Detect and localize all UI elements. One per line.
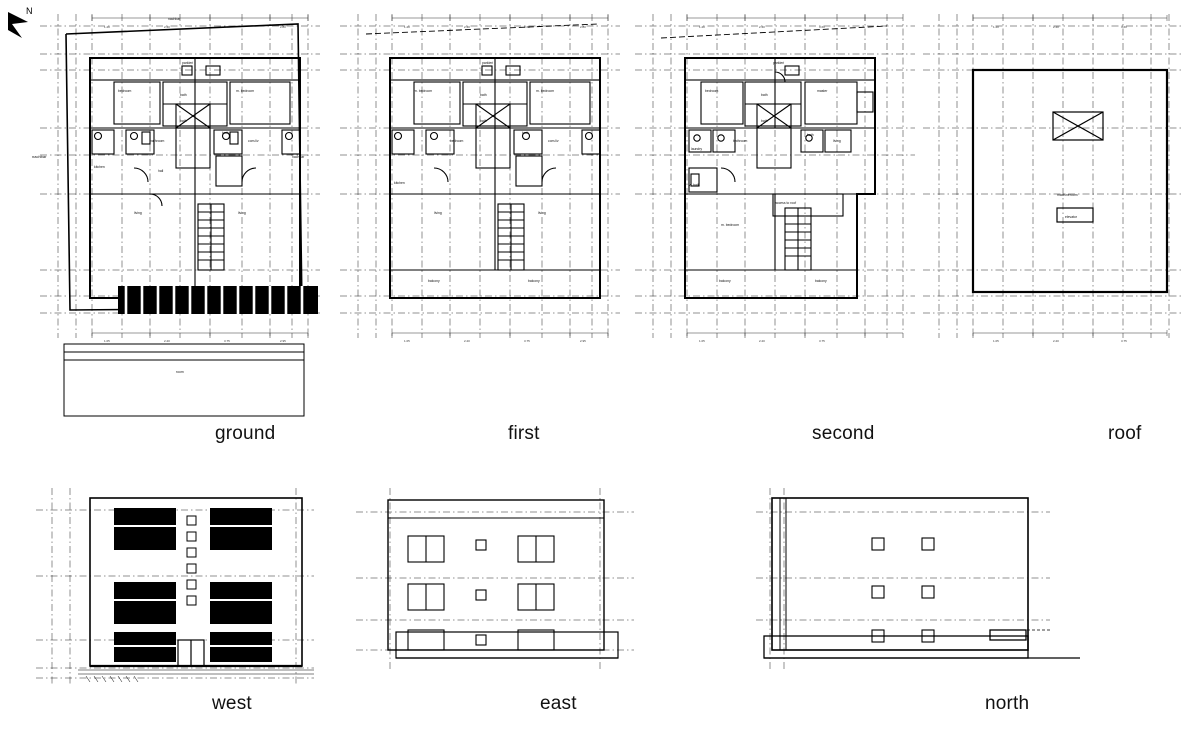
svg-text:2.20: 2.20 xyxy=(759,339,765,343)
caption-roof: roof xyxy=(1108,423,1142,444)
svg-text:3.75: 3.75 xyxy=(224,339,230,343)
svg-text:kitchen: kitchen xyxy=(94,165,105,169)
caption-west: west xyxy=(212,693,252,714)
svg-text:2.95: 2.95 xyxy=(280,339,286,343)
svg-text:2.40: 2.40 xyxy=(759,25,765,29)
svg-text:bath: bath xyxy=(761,93,768,97)
svg-text:1.05: 1.05 xyxy=(699,339,705,343)
caption-ground: ground xyxy=(215,423,276,444)
svg-text:bath: bath xyxy=(180,93,187,97)
elevation-west xyxy=(30,480,320,690)
svg-text:laundry: laundry xyxy=(691,147,703,151)
svg-text:1.05: 1.05 xyxy=(993,339,999,343)
svg-text:living: living xyxy=(238,211,246,215)
plan-edge-label: nachbar xyxy=(168,17,181,21)
svg-text:1.20: 1.20 xyxy=(104,25,110,29)
svg-text:2.40: 2.40 xyxy=(1053,25,1059,29)
svg-text:1.20: 1.20 xyxy=(993,25,999,29)
svg-text:machineroom: machineroom xyxy=(1057,193,1078,197)
svg-text:master: master xyxy=(817,89,828,93)
svg-text:2.20: 2.20 xyxy=(464,339,470,343)
svg-text:w. bath: w. bath xyxy=(689,183,700,187)
svg-text:balcony: balcony xyxy=(428,279,440,283)
svg-text:2.20: 2.20 xyxy=(1053,339,1059,343)
elevation-north xyxy=(750,480,1090,680)
plan-side-label: nachbar xyxy=(32,154,47,159)
svg-text:access to roof: access to roof xyxy=(775,201,797,205)
svg-text:bath: bath xyxy=(807,133,814,137)
svg-text:parkleri: parkleri xyxy=(182,61,194,65)
plan-second xyxy=(625,8,925,348)
svg-text:3.60: 3.60 xyxy=(224,25,230,29)
caption-east: east xyxy=(540,693,577,714)
north-arrow-label: N xyxy=(26,6,33,16)
plan-ground xyxy=(30,8,330,428)
svg-text:bedroom: bedroom xyxy=(118,89,132,93)
svg-text:living: living xyxy=(134,211,142,215)
svg-text:bath: bath xyxy=(480,93,487,97)
caption-north: north xyxy=(985,693,1030,714)
svg-text:parkleri: parkleri xyxy=(773,61,785,65)
svg-text:com.liv: com.liv xyxy=(548,139,559,143)
svg-text:bedroom: bedroom xyxy=(705,89,719,93)
svg-text:2.95: 2.95 xyxy=(580,339,586,343)
svg-text:3.60: 3.60 xyxy=(1121,25,1127,29)
svg-text:1.05: 1.05 xyxy=(104,339,110,343)
svg-text:living: living xyxy=(833,139,841,143)
svg-text:2.40: 2.40 xyxy=(164,25,170,29)
svg-text:kitchen: kitchen xyxy=(394,181,405,185)
caption-second: second xyxy=(812,423,875,444)
svg-text:3.75: 3.75 xyxy=(1121,339,1127,343)
plan-roof xyxy=(915,8,1195,348)
svg-text:2.20: 2.20 xyxy=(164,339,170,343)
svg-text:1.20: 1.20 xyxy=(699,25,705,29)
svg-text:elevator: elevator xyxy=(1065,215,1078,219)
svg-text:parkleri: parkleri xyxy=(482,61,494,65)
svg-text:2.40: 2.40 xyxy=(464,25,470,29)
svg-text:bath: bath xyxy=(761,119,768,123)
svg-text:balcony: balcony xyxy=(528,279,540,283)
elevation-east xyxy=(350,480,640,680)
svg-text:1.05: 1.05 xyxy=(404,339,410,343)
svg-text:balcony: balcony xyxy=(815,279,827,283)
svg-text:m. bedroom: m. bedroom xyxy=(236,89,255,93)
svg-text:room: room xyxy=(176,370,184,374)
svg-text:bedroom: bedroom xyxy=(450,139,464,143)
svg-text:3.60: 3.60 xyxy=(524,25,530,29)
svg-text:bath: bath xyxy=(522,131,529,135)
svg-text:com.liv: com.liv xyxy=(248,139,259,143)
caption-first: first xyxy=(508,423,540,444)
svg-text:m. bedroom: m. bedroom xyxy=(536,89,555,93)
svg-text:2.80: 2.80 xyxy=(580,25,586,29)
svg-text:living: living xyxy=(538,211,546,215)
svg-text:bath: bath xyxy=(480,119,487,123)
svg-text:1.20: 1.20 xyxy=(404,25,410,29)
svg-text:2.80: 2.80 xyxy=(280,25,286,29)
svg-text:bathroom: bathroom xyxy=(733,139,748,143)
svg-text:hall: hall xyxy=(158,169,164,173)
svg-text:bath: bath xyxy=(180,119,187,123)
svg-text:3.75: 3.75 xyxy=(819,339,825,343)
svg-text:balcony: balcony xyxy=(719,279,731,283)
plan-side-label-right: nachbar xyxy=(292,155,305,159)
svg-text:living: living xyxy=(434,211,442,215)
svg-text:bathroom: bathroom xyxy=(150,139,165,143)
svg-text:3.60: 3.60 xyxy=(819,25,825,29)
svg-text:m. bedroom: m. bedroom xyxy=(721,223,740,227)
svg-text:m. bedroom: m. bedroom xyxy=(414,89,433,93)
svg-text:3.75: 3.75 xyxy=(524,339,530,343)
plan-first xyxy=(330,8,630,348)
svg-text:bath: bath xyxy=(222,131,229,135)
